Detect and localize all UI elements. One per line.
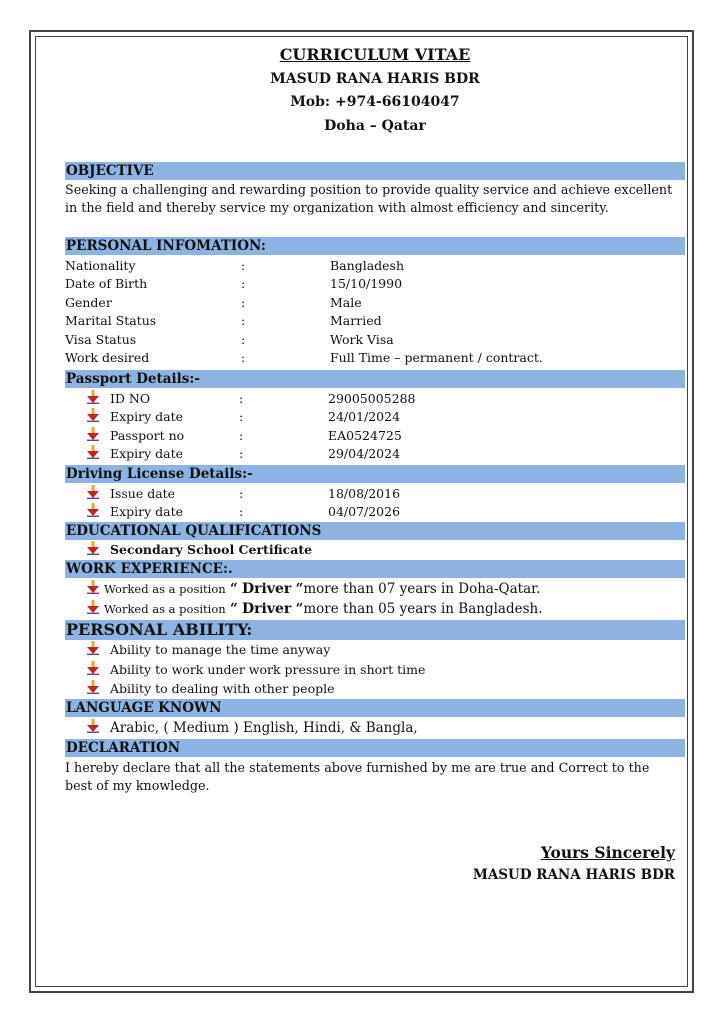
info-value: 24/01/2024: [328, 409, 401, 425]
info-label: Expiry date: [110, 504, 184, 520]
ability-text: Ability to work under work pressure in short time: [110, 661, 426, 677]
arrow-down-bullet-icon: [87, 719, 101, 737]
info-value: Male: [330, 294, 362, 310]
info-separator: :: [239, 446, 244, 462]
work-close-quote: “: [295, 581, 304, 597]
info-separator: :: [239, 427, 244, 443]
objective-text: Seeking a challenging and rewarding position to provide quality service and achieve excellent in the field and thereby service my organization with almost efficiency and sincerity.: [65, 182, 673, 216]
info-row: [65, 485, 685, 503]
ability-text: Ability to dealing with other people: [110, 681, 335, 696]
info-value: EA0524725: [328, 427, 402, 443]
info-row: [65, 427, 685, 445]
info-separator: :: [239, 391, 244, 406]
info-value: 15/10/1990: [330, 276, 403, 292]
language-item: [65, 719, 685, 737]
education-text: Secondary School Certificate: [110, 542, 313, 557]
language-text: Arabic, ( Medium ) English, Hindi, & Bangla,: [110, 720, 418, 736]
info-label: Date of Birth: [65, 276, 148, 292]
arrow-down-bullet-icon: [87, 485, 101, 503]
info-separator: :: [241, 258, 246, 273]
info-separator: :: [239, 504, 244, 520]
info-label: Issue date: [110, 486, 176, 501]
arrow-down-bullet-icon: [87, 580, 101, 598]
info-separator: :: [239, 486, 244, 501]
section-heading-education: EDUCATIONAL QUALIFICATIONS: [65, 522, 685, 540]
work-prefix: Worked as a position: [104, 582, 226, 596]
section-heading-passport: Passport Details:-: [65, 370, 685, 388]
section-heading-license: Driving License Details:-: [65, 465, 685, 483]
arrow-down-bullet-icon: [87, 641, 101, 659]
info-value: Full Time – permanent / contract.: [330, 350, 543, 365]
work-role: Driver: [242, 601, 292, 617]
section-heading-language: LANGUAGE KNOWN: [65, 699, 685, 717]
document-title: CURRICULUM VITAE: [279, 45, 471, 64]
arrow-down-bullet-icon: [87, 408, 101, 426]
arrow-down-bullet-icon: [87, 541, 101, 559]
info-label: ID NO: [110, 391, 151, 406]
info-separator: :: [241, 294, 246, 310]
info-label: Gender: [65, 294, 112, 310]
mobile-number: Mob: +974-66104047: [290, 94, 460, 110]
info-value: Married: [330, 313, 382, 329]
section-heading-declaration: DECLARATION: [65, 739, 685, 757]
info-row: [65, 257, 685, 275]
info-row: [65, 275, 685, 293]
closing-signoff: Yours Sincerely: [540, 843, 675, 862]
info-separator: :: [241, 313, 246, 329]
arrow-down-bullet-icon: [87, 390, 101, 408]
arrow-down-bullet-icon: [87, 427, 101, 445]
arrow-down-bullet-icon: [87, 445, 101, 463]
info-separator: :: [241, 276, 246, 292]
education-item: [65, 541, 685, 559]
info-label: Expiry date: [110, 409, 184, 425]
info-separator: :: [241, 331, 246, 347]
info-label: Expiry date: [110, 446, 184, 462]
info-value: 18/08/2016: [328, 486, 401, 501]
info-label: Marital Status: [65, 313, 157, 329]
info-row: [65, 390, 685, 408]
section-heading-personal: PERSONAL INFOMATION:: [65, 237, 685, 255]
section-heading-objective: OBJECTIVE: [65, 162, 685, 180]
work-open-quote: “: [229, 581, 238, 597]
ability-item: [65, 680, 685, 698]
info-row: [65, 503, 685, 521]
arrow-down-bullet-icon: [87, 661, 101, 679]
info-row: [65, 408, 685, 426]
info-row: [65, 445, 685, 463]
info-value: Work Visa: [330, 331, 394, 347]
candidate-name: MASUD RANA HARIS BDR: [270, 71, 480, 87]
info-separator: :: [241, 350, 246, 365]
info-row: [65, 331, 685, 349]
arrow-down-bullet-icon: [87, 600, 101, 618]
work-close-quote: “: [295, 601, 304, 617]
work-item: [65, 600, 685, 618]
ability-text: Ability to manage the time anyway: [110, 642, 331, 657]
info-row: [65, 312, 685, 330]
info-label: Nationality: [65, 258, 136, 273]
info-label: Passport no: [110, 427, 185, 443]
info-separator: :: [239, 409, 244, 425]
info-value: Bangladesh: [330, 258, 405, 273]
section-heading-work: WORK EXPERIENCE:.: [65, 560, 685, 578]
info-row: [65, 294, 685, 312]
arrow-down-bullet-icon: [87, 503, 101, 521]
ability-item: [65, 661, 685, 679]
location: Doha – Qatar: [324, 118, 426, 134]
declaration-text: I hereby declare that all the statements above furnished by me are true and Correct to the best of my knowledge.: [65, 760, 650, 794]
work-prefix: Worked as a position: [104, 602, 226, 616]
info-label: Work desired: [65, 350, 150, 365]
info-value: 29005005288: [328, 391, 416, 406]
work-open-quote: “: [229, 601, 238, 617]
signature-name: MASUD RANA HARIS BDR: [472, 867, 675, 883]
work-detail: more than 07 years in Doha-Qatar.: [303, 581, 541, 597]
arrow-down-bullet-icon: [87, 680, 101, 698]
work-role: Driver: [242, 581, 292, 597]
info-label: Visa Status: [65, 331, 137, 347]
work-item: [65, 580, 685, 598]
info-value: 29/04/2024: [328, 446, 401, 462]
ability-item: [65, 641, 685, 659]
work-detail: more than 05 years in Bangladesh.: [303, 601, 543, 617]
info-value: 04/07/2026: [328, 504, 401, 520]
section-heading-ability: PERSONAL ABILITY:: [65, 620, 685, 640]
info-row: [65, 349, 685, 367]
